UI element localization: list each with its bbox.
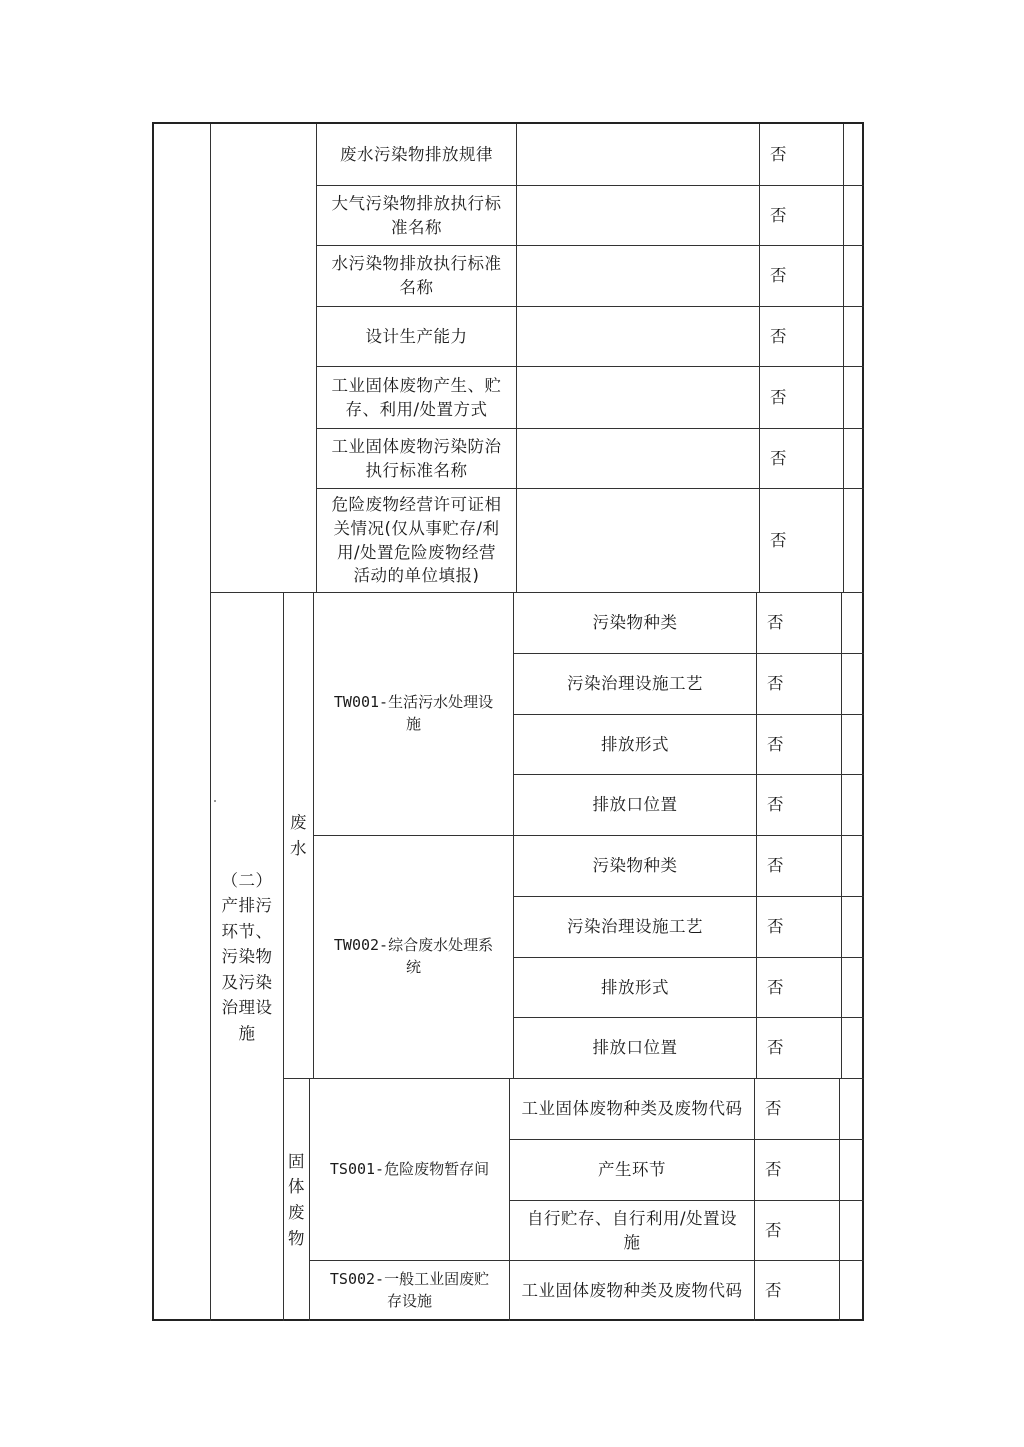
upper-item-label: 设计生产能力 bbox=[317, 307, 517, 367]
category-wastewater: 废 水 bbox=[284, 593, 314, 1079]
upper-item-label: 工业固体废物污染防治 执行标准名称 bbox=[317, 429, 517, 489]
facility-item-extra-empty bbox=[840, 1140, 864, 1201]
upper-item-extra-empty bbox=[844, 367, 864, 429]
facility-item-extra-empty bbox=[840, 1261, 864, 1321]
facility-item-answer: 否 bbox=[755, 1079, 840, 1140]
section-label-text: （二） 产排污 环节、 污染物 及污染 治理设 施 bbox=[221, 870, 273, 1043]
facility-item-extra-empty bbox=[842, 1018, 864, 1079]
facility-item-answer: 否 bbox=[757, 775, 842, 836]
facility-item-extra-empty bbox=[842, 593, 864, 654]
facility-item-label: 污染治理设施工艺 bbox=[514, 654, 757, 715]
facility-item-extra-empty bbox=[842, 958, 864, 1018]
facility-item-extra-empty bbox=[842, 715, 864, 775]
upper-item-extra-empty bbox=[844, 186, 864, 246]
upper-item-extra-empty bbox=[844, 429, 864, 489]
upper-item-label: 危险废物经营许可证相 关情况(仅从事贮存/利 用/处置危险废物经营 活动的单位填报) bbox=[317, 489, 517, 593]
facility-name: TW001-生活污水处理设 施 bbox=[314, 593, 514, 836]
upper-item-extra-empty bbox=[844, 307, 864, 367]
facility-item-label: 污染治理设施工艺 bbox=[514, 897, 757, 958]
facility-item-answer: 否 bbox=[755, 1140, 840, 1201]
facility-item-label: 排放口位置 bbox=[514, 775, 757, 836]
upper-item-extra-empty bbox=[844, 246, 864, 307]
facility-item-answer: 否 bbox=[757, 958, 842, 1018]
category-solid-waste: 固 体 废 物 bbox=[284, 1079, 310, 1321]
scan-speck bbox=[214, 800, 216, 802]
upper-item-value-empty bbox=[517, 429, 760, 489]
facility-item-label: 自行贮存、自行利用/处置设 施 bbox=[510, 1201, 755, 1261]
facility-name: TS002-一般工业固废贮 存设施 bbox=[310, 1261, 510, 1321]
facility-item-answer: 否 bbox=[757, 593, 842, 654]
facility-item-label: 污染物种类 bbox=[514, 593, 757, 654]
facility-item-extra-empty bbox=[840, 1201, 864, 1261]
section-label bbox=[211, 593, 284, 1321]
facility-item-label: 工业固体废物种类及废物代码 bbox=[510, 1079, 755, 1140]
facility-item-label: 排放形式 bbox=[514, 958, 757, 1018]
upper-item-value-empty bbox=[517, 246, 760, 307]
facility-item-label: 排放口位置 bbox=[514, 1018, 757, 1079]
upper-item-value-empty bbox=[517, 124, 760, 186]
facility-item-answer: 否 bbox=[757, 715, 842, 775]
facility-item-label: 排放形式 bbox=[514, 715, 757, 775]
facility-item-extra-empty bbox=[842, 897, 864, 958]
upper-item-value-empty bbox=[517, 186, 760, 246]
upper-item-answer: 否 bbox=[760, 246, 844, 307]
upper-item-value-empty bbox=[517, 307, 760, 367]
upper-item-label: 废水污染物排放规律 bbox=[317, 124, 517, 186]
facility-item-label: 工业固体废物种类及废物代码 bbox=[510, 1261, 755, 1321]
data-table bbox=[152, 122, 864, 1321]
upper-sub-empty bbox=[211, 124, 317, 593]
upper-item-value-empty bbox=[517, 489, 760, 593]
facility-item-extra-empty bbox=[842, 836, 864, 897]
facility-item-extra-empty bbox=[842, 654, 864, 715]
upper-item-answer: 否 bbox=[760, 307, 844, 367]
facility-item-answer: 否 bbox=[755, 1201, 840, 1261]
upper-item-answer: 否 bbox=[760, 429, 844, 489]
upper-item-label: 工业固体废物产生、贮 存、利用/处置方式 bbox=[317, 367, 517, 429]
facility-item-answer: 否 bbox=[757, 836, 842, 897]
upper-item-label: 水污染物排放执行标准 名称 bbox=[317, 246, 517, 307]
facility-item-label: 产生环节 bbox=[510, 1140, 755, 1201]
upper-item-value-empty bbox=[517, 367, 760, 429]
upper-item-answer: 否 bbox=[760, 367, 844, 429]
col-index-empty bbox=[154, 124, 211, 1321]
facility-item-label: 污染物种类 bbox=[514, 836, 757, 897]
facility-item-extra-empty bbox=[840, 1079, 864, 1140]
facility-item-extra-empty bbox=[842, 775, 864, 836]
upper-item-answer: 否 bbox=[760, 489, 844, 593]
facility-name: TW002-综合废水处理系 统 bbox=[314, 836, 514, 1079]
facility-item-answer: 否 bbox=[755, 1261, 840, 1321]
upper-item-extra-empty bbox=[844, 124, 864, 186]
upper-item-extra-empty bbox=[844, 489, 864, 593]
facility-item-answer: 否 bbox=[757, 654, 842, 715]
upper-item-answer: 否 bbox=[760, 186, 844, 246]
facility-name: TS001-危险废物暂存间 bbox=[310, 1079, 510, 1261]
upper-item-answer: 否 bbox=[760, 124, 844, 186]
upper-item-label: 大气污染物排放执行标 准名称 bbox=[317, 186, 517, 246]
facility-item-answer: 否 bbox=[757, 1018, 842, 1079]
facility-item-answer: 否 bbox=[757, 897, 842, 958]
